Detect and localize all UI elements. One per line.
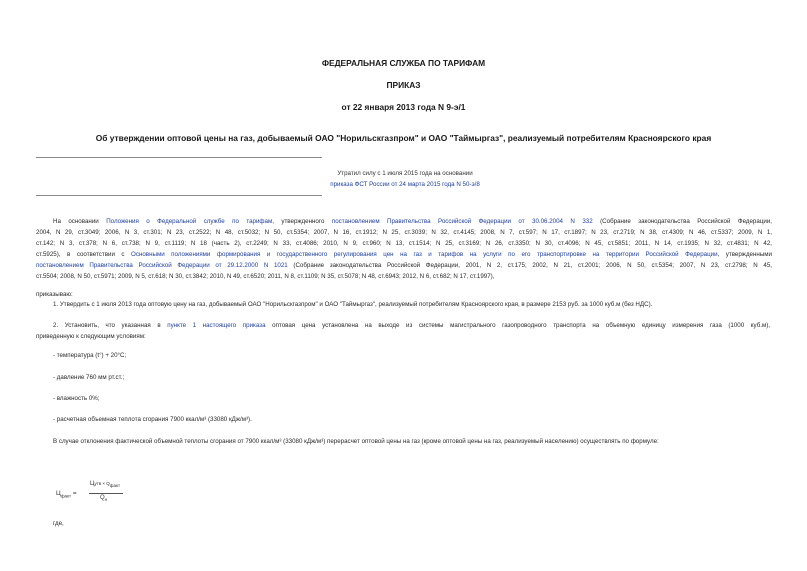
preamble-text: На основании xyxy=(53,218,107,225)
date-number-heading: от 22 января 2013 года N 9-э/1 xyxy=(341,102,466,112)
preamble-paragraph xyxy=(36,216,772,282)
item2-text: 2. Установить, что указанная в xyxy=(53,322,168,329)
formula-den-symbol: Q xyxy=(100,495,105,501)
formula-den-subscript: н xyxy=(104,497,108,503)
doc-type-heading: ПРИКАЗ xyxy=(386,80,421,90)
formula-fraction-bar xyxy=(89,493,123,494)
document-title: Об утверждении оптовой цены на газ, добываемый ОАО "Норильскгазпром" и ОАО "Таймыргаз", реализуемый потребителям Красноярского края xyxy=(95,133,712,143)
condition-pressure: - давление 760 мм рт.ст.; xyxy=(53,374,125,381)
order-item-2-line-2: приведенную к следующим условиям: xyxy=(36,333,146,340)
formula-num-subscript: факт xyxy=(109,483,121,489)
divider-bottom xyxy=(36,195,322,196)
preamble-text: ст.5925), в соответствии с xyxy=(36,251,132,258)
preamble-text: , утвержденного xyxy=(272,218,332,225)
preamble-line-5 xyxy=(36,260,772,271)
preamble-text: (Собрание законодательства Российской Федерации, xyxy=(592,218,772,225)
link-gas-pricing-provisions[interactable]: Основными положениями формирования и государственного регулирования цен на газ и тарифов на услуги по его транспортировке на территории Российской Федерации xyxy=(131,251,718,258)
formula-lhs-symbol: Ц xyxy=(56,490,61,497)
preamble-text: , утвержденными xyxy=(717,251,772,258)
repeal-notice-text: Утратил силу с 1 июля 2015 года на основании xyxy=(337,170,473,177)
condition-temperature: - температура (t°) + 20°С; xyxy=(53,352,127,359)
condition-calorific-value: - расчетная объемная теплота сгорания 7900 ккал/м³ (33080 кДж/м³). xyxy=(53,416,252,423)
item2-text: оптовая цена установлена на выходе из системы магистрального газопроводного транспорта на объемную единицу измерения газа (1000 куб.м), xyxy=(265,322,770,329)
preamble-line-1 xyxy=(36,216,772,227)
preamble-line-2: 2004, N 29, ст.3049; 2006, N 3, ст.301; N 23, ст.2522; N 48, ст.5032; N 50, ст.5354; 2007, N 16, ст.1912; N 25, ст.3039; N 32, ст.4145; 2008, N 7, ст.597; N 17, ст.1897; N 23, ст.2719; N 38, ст.4309; N 46, ст.5337; 2009, N 1, xyxy=(36,229,772,236)
formula-lhs-subscript: факт xyxy=(60,493,72,499)
agency-heading: ФЕДЕРАЛЬНАЯ СЛУЖБА ПО ТАРИФАМ xyxy=(321,58,486,68)
where-label: где, xyxy=(53,520,64,527)
repeal-notice xyxy=(180,168,630,190)
link-government-decree-1021[interactable]: постановлением Правительства Российской Федерации от 29.12.2000 N 1021 xyxy=(36,262,288,269)
order-item-2 xyxy=(36,320,770,342)
repeal-notice-link[interactable]: приказа ФСТ России от 24 марта 2015 года N 50-э/8 xyxy=(330,181,480,188)
divider-top xyxy=(36,157,322,158)
preamble-line-4 xyxy=(36,249,772,260)
formula-lhs xyxy=(56,490,77,498)
formula-equals: = xyxy=(71,490,77,497)
deviation-paragraph: В случае отклонения фактической объемной теплоты сгорания от 7900 ккал/м³ (33080 кДж/м³) перерасчет оптовой цены на газ (кроме оптовой цены на газ, реализуемый населению) осуществлять по формуле: xyxy=(53,438,659,445)
price-recalculation-formula xyxy=(56,481,146,511)
formula-num-symbol: Ц xyxy=(90,481,95,487)
link-item-1[interactable]: пункте 1 настоящего приказа xyxy=(167,322,266,329)
orders-label: приказываю: xyxy=(36,291,73,298)
preamble-line-3: ст.142; N 3, ст.378; N 6, ст.738; N 9, ст.1119; N 18 (часть 2), ст.2249; N 33, ст.4086; 2010, N 9, ст.960; N 13, ст.1514; N 25, ст.3169; N 26, ст.3350; N 30, ст.4096; N 45, ст.5851; 2011, N 14, ст.1935; N 32, ст.4831; N 42, xyxy=(36,240,772,247)
formula-num-rest: утв × Q xyxy=(94,481,110,486)
formula-denominator xyxy=(100,495,107,502)
link-fst-regulation[interactable]: Положения о Федеральной службе по тарифам xyxy=(106,218,273,225)
preamble-line-6: ст.5504; 2008, N 50, ст.5971; 2009, N 5, ст.618; N 30, ст.3842; 2010, N 49, ст.6520; 2011, N 8, ст.1109; N 35, ст.5078; N 48, ст.6943; 2012, N 6, ст.682; N 17, ст.1997), xyxy=(36,273,495,280)
order-item-1: 1. Утвердить с 1 июля 2013 года оптовую цену на газ, добываемый ОАО "Норильскгазпром" и ОАО "Таймыргаз", реализуемый потребителям Красноярского края, в размере 2153 руб. за 1000 куб.м (без НДС). xyxy=(53,301,653,308)
preamble-text: (Собрание законодательства Российской Федерации, 2001, N 2, ст.175; 2002, N 21, ст.2001; 2006, N 50, ст.5354; 2007, N 23, ст.2798; N 45, xyxy=(287,262,772,269)
link-government-decree-332[interactable]: постановлением Правительства Российской Федерации от 30.06.2004 N 332 xyxy=(331,218,593,225)
order-item-2-line-1 xyxy=(36,320,770,331)
formula-numerator xyxy=(90,481,120,488)
condition-humidity: - влажность 0%; xyxy=(53,395,100,402)
